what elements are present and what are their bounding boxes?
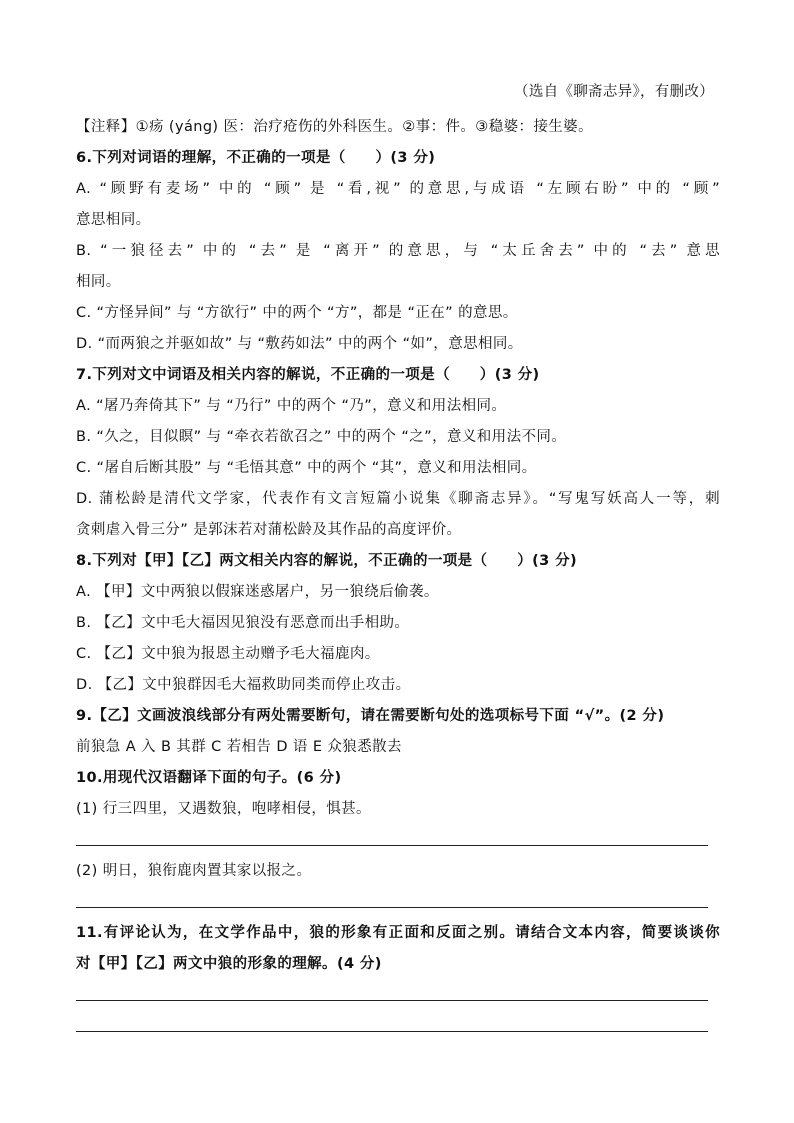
question-6-option-b-line1: B. “一狼径去” 中的 “去” 是 “离开” 的意思，与 “太丘舍去” 中的 “去” 意思 xyxy=(76,243,720,259)
question-8-stem: 8.下列对【甲】【乙】两文相关内容的解说，不正确的一项是（ ）(3 分) xyxy=(76,553,578,569)
question-6-option-a-line1: A. “顾野有麦场” 中的 “顾” 是 “看,视” 的意思,与成语 “左顾右盼” 中的 “顾” xyxy=(76,181,720,197)
source-note: （选自《聊斋志异》，有删改） xyxy=(514,84,714,100)
question-7-option-b: B. “久之，目似瞑” 与 “牵衣若欲召之” 中的两个 “之”，意义和用法不同。 xyxy=(76,429,567,445)
question-8-option-b: B. 【乙】文中毛大福因见狼没有恶意而出手相助。 xyxy=(76,615,410,631)
question-9-stem: 9.【乙】文画波浪线部分有两处需要断句，请在需要断句处的选项标号下面 “√”。(2 分) xyxy=(76,708,665,724)
answer-rule xyxy=(76,1000,708,1001)
question-10-sentence-2: (2) 明日，狼衔鹿肉置其家以报之。 xyxy=(76,863,312,879)
question-6-option-c: C. “方怪异间” 与 “方欲行” 中的两个 “方”，都是 “正在” 的意思。 xyxy=(76,305,518,321)
question-8-option-c: C. 【乙】文中狼为报恩主动赠予毛大福鹿肉。 xyxy=(76,646,380,662)
question-6-stem: 6.下列对词语的理解，不正确的一项是（ ）(3 分) xyxy=(76,150,436,166)
question-10-answer-line-2[interactable] xyxy=(76,887,720,918)
question-6-option-b-line2: 相同。 xyxy=(76,274,121,290)
question-11-stem-line2: 对【甲】【乙】两文中狼的形象的理解。(4 分) xyxy=(76,956,382,972)
question-10-sentence-1: (1) 行三四里，又遇数狼，咆哮相侵，惧甚。 xyxy=(76,801,371,817)
annotation: 【注释】①疡 (yáng) 医：治疗疮伤的外科医生。②事：件。③稳婆：接生婆。 xyxy=(76,119,593,135)
question-8-option-a: A. 【甲】文中两狼以假寐迷惑屠户，另一狼绕后偷袭。 xyxy=(76,584,439,600)
question-6-option-a-line2: 意思相同。 xyxy=(76,212,151,228)
exam-content xyxy=(76,112,720,1042)
question-7-option-d-line2: 贪刺虐入骨三分” 是郭沫若对蒲松龄及其作品的高度评价。 xyxy=(76,522,462,538)
question-8-option-d: D. 【乙】文中狼群因毛大福救助同类而停止攻击。 xyxy=(76,677,411,693)
question-11-answer-line-2[interactable] xyxy=(76,1011,720,1042)
answer-rule xyxy=(76,1031,708,1032)
question-10-answer-line-1[interactable] xyxy=(76,825,720,856)
question-7-stem: 7.下列对文中词语及相关内容的解说，不正确的一项是（ ）(3 分) xyxy=(76,367,540,383)
question-7-option-a: A. “屠乃奔倚其下” 与 “乃行” 中的两个 “乃”，意义和用法相同。 xyxy=(76,398,507,414)
question-10-stem: 10.用现代汉语翻译下面的句子。(6 分) xyxy=(76,770,342,786)
question-11-answer-line-1[interactable] xyxy=(76,980,720,1011)
question-11-stem-line1: 11.有评论认为，在文学作品中，狼的形象有正面和反面之别。请结合文本内容，简要谈谈你 xyxy=(76,925,720,941)
question-7-option-d-line1: D. 蒲松龄是清代文学家，代表作有文言短篇小说集《聊斋志异》。“写鬼写妖高人一等，刺 xyxy=(76,491,720,507)
question-9-sentence: 前狼急 A 入 B 其群 C 若相告 D 语 E 众狼悉散去 xyxy=(76,739,402,755)
answer-rule xyxy=(76,907,708,908)
answer-rule xyxy=(76,845,708,846)
question-6-option-d: D. “而两狼之并驱如故” 与 “敷药如法” 中的两个 “如”，意思相同。 xyxy=(76,336,523,352)
question-7-option-c: C. “屠自后断其股” 与 “毛悟其意” 中的两个 “其”，意义和用法相同。 xyxy=(76,460,537,476)
